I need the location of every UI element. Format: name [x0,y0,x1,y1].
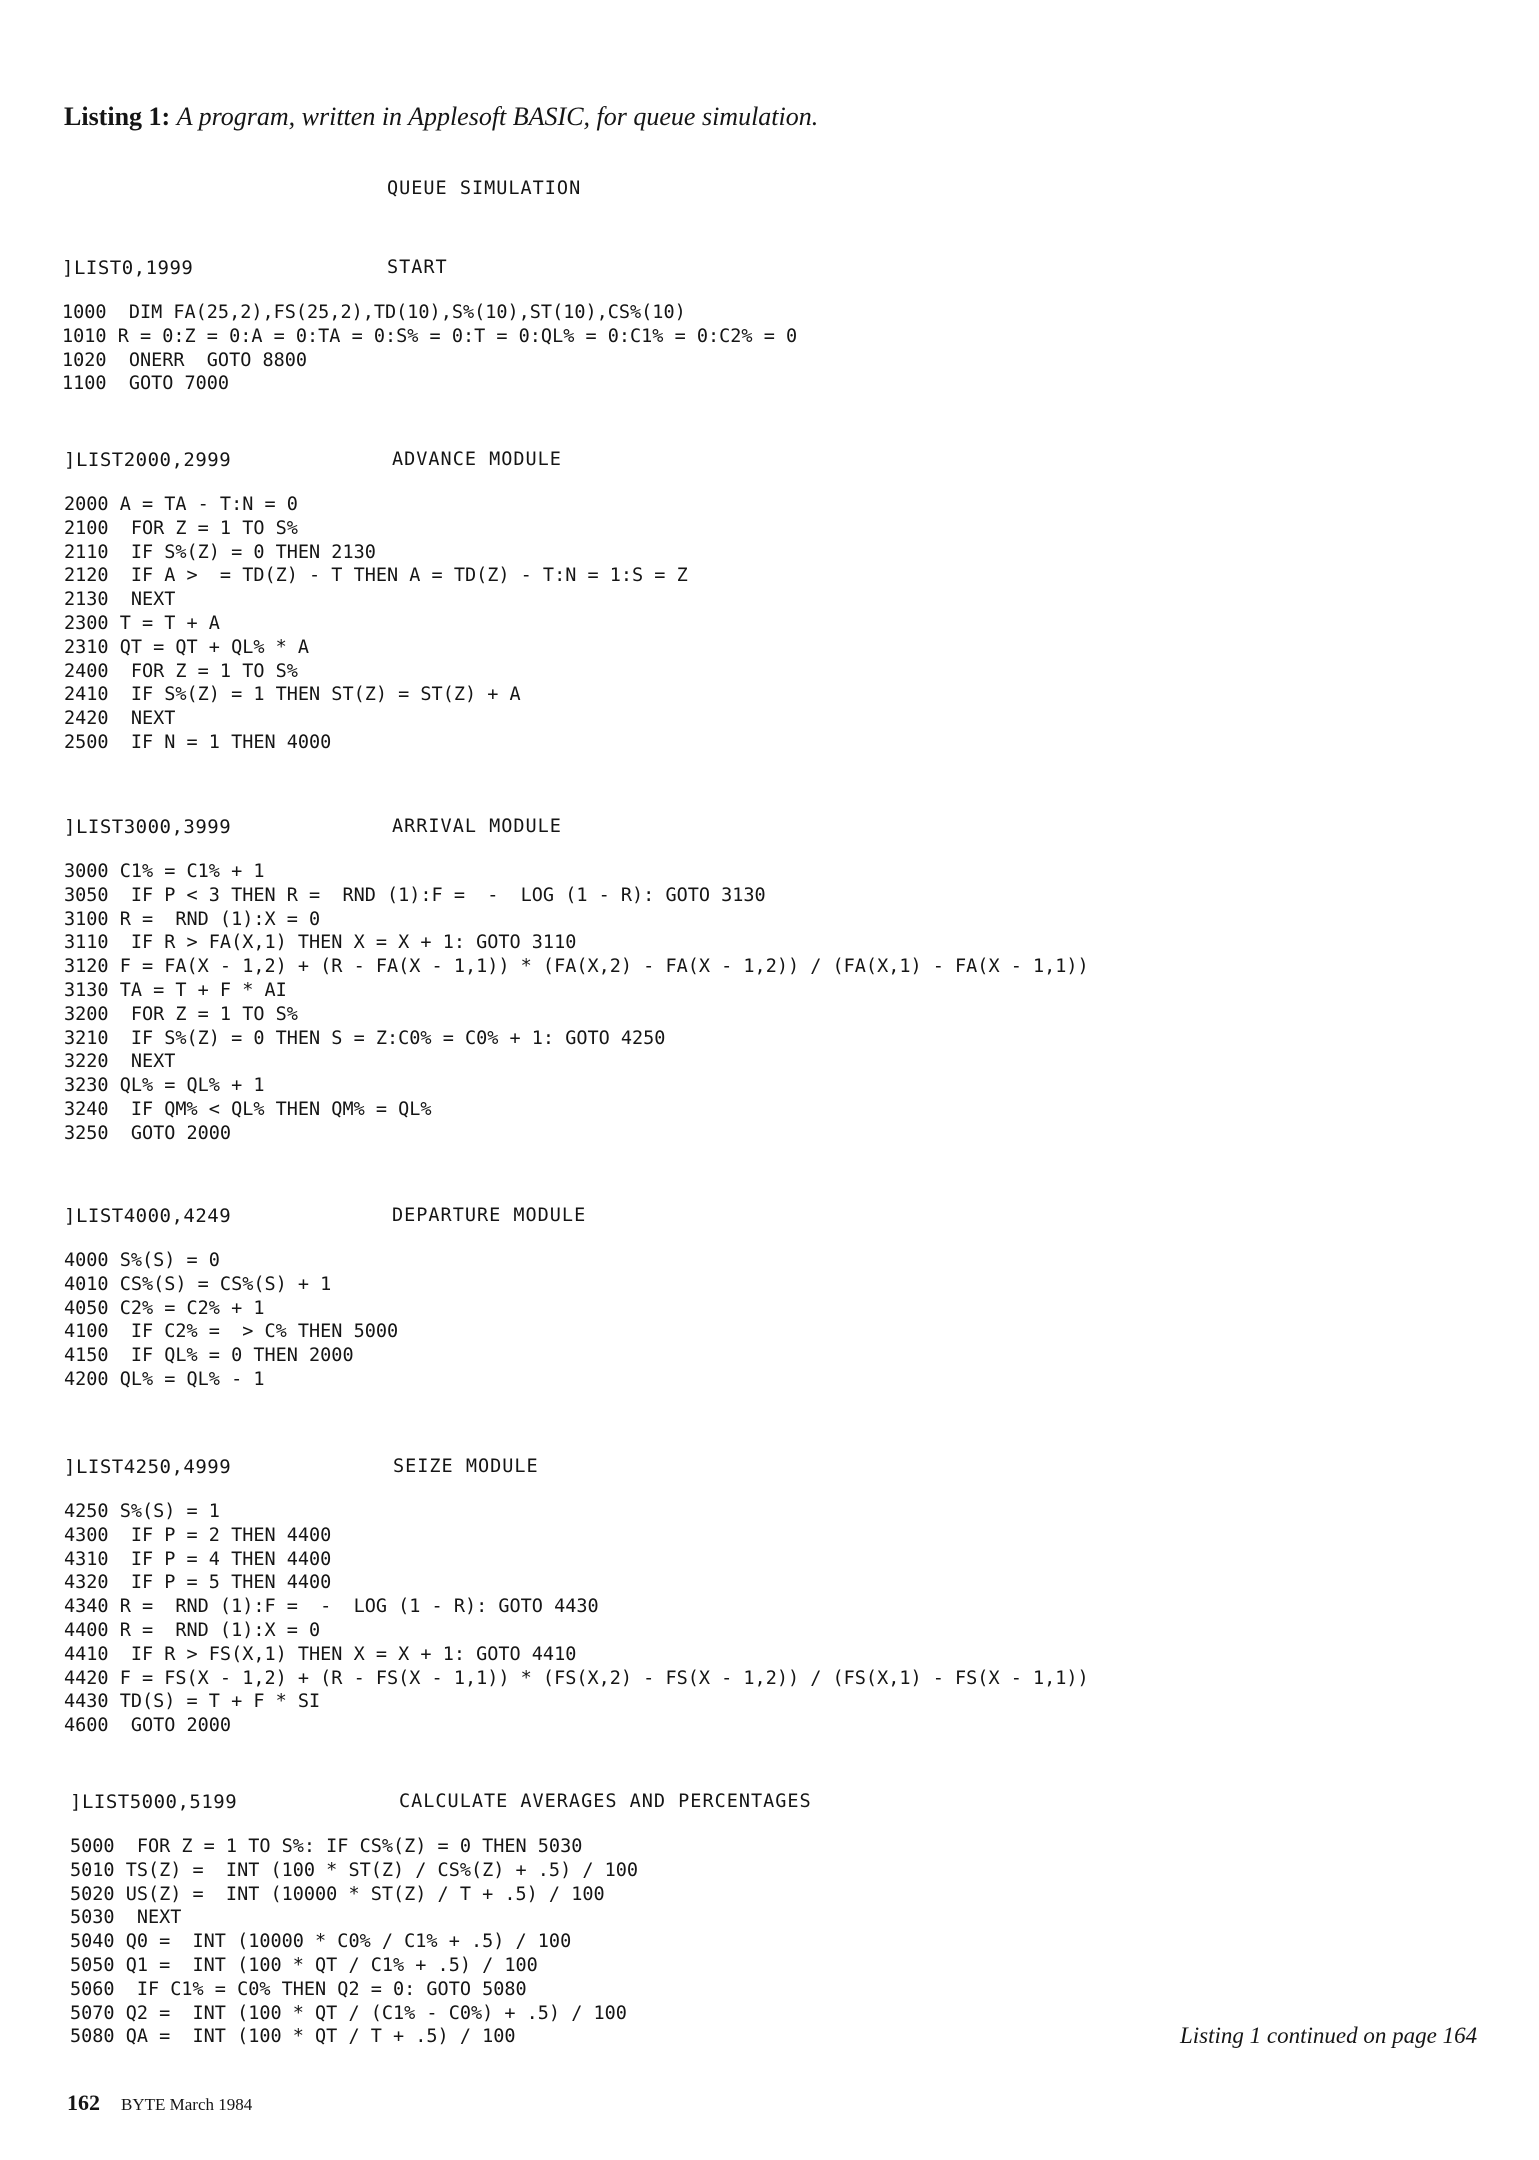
code-block: 5000 FOR Z = 1 TO S%: IF CS%(Z) = 0 THEN 5030 5010 TS(Z) = INT (100 * ST(Z) / CS%(Z) + .5) / 100 5020 US(Z) = INT (10000 * ST(Z) / T + .5) / 100 5030 NEXT 5040 Q0 = INT (10000 * C0% / C1% + .5) / 100 5050 Q1 = INT (100 * QT / C1% + .5) / 100 5060 IF C1% = C0% THEN Q2 = 0: GOTO 5080 5070 Q2 = INT (100 * QT / (C1% - C0%) + .5) / 100 5080 QA = INT (100 * QT / T + .5) / 100 [70,1836,639,2048]
list-command: ]LIST5000,5199 [70,1791,238,1813]
code-block: 3000 C1% = C1% + 1 3050 IF P < 3 THEN R = RND (1):F = - LOG (1 - R): GOTO 3130 3100 R = RND (1):X = 0 3110 IF R > FA(X,1) THEN X = X + 1: GOTO 3110 3120 F = FA(X - 1,2) + (R - FA(X - 1,1)) * (FA(X,2) - FA(X - 1,2)) / (FA(X,1) - FA(X - 1,1)) 3130 TA = T + F * AI 3200 FOR Z = 1 TO S% 3210 IF S%(Z) = 0 THEN S = Z:C0% = C0% + 1: GOTO 4250 3220 NEXT 3230 QL% = QL% + 1 3240 IF QM% < QL% THEN QM% = QL% 3250 GOTO 2000 [64,861,1089,1144]
listing-section-seize [64,1456,1089,1738]
list-command: ]LIST0,1999 [62,257,194,279]
section-label: ADVANCE MODULE [392,449,562,470]
code-block: 1000 DIM FA(25,2),FS(25,2),TD(10),S%(10),ST(10),CS%(10) 1010 R = 0:Z = 0:A = 0:TA = 0:S% = 0:T = 0:QL% = 0:C1% = 0:C2% = 0 1020 ONERR GOTO 8800 1100 GOTO 7000 [62,302,798,395]
code-block: 4250 S%(S) = 1 4300 IF P = 2 THEN 4400 4310 IF P = 4 THEN 4400 4320 IF P = 5 THEN 4400 4340 R = RND (1):F = - LOG (1 - R): GOTO 4430 4400 R = RND (1):X = 0 4410 IF R > FS(X,1) THEN X = X + 1: GOTO 4410 4420 F = FS(X - 1,2) + (R - FS(X - 1,1)) * (FS(X,2) - FS(X - 1,2)) / (FS(X,1) - FS(X - 1,1)) 4430 TD(S) = T + F * SI 4600 GOTO 2000 [64,1501,1089,1737]
list-command: ]LIST4000,4249 [64,1205,232,1227]
listing-section-advance [64,449,688,755]
section-label: CALCULATE AVERAGES AND PERCENTAGES [399,1791,812,1812]
list-command: ]LIST2000,2999 [64,449,232,471]
listing-caption [64,101,818,133]
listing-section-averages [70,1791,812,2049]
section-header [62,257,797,289]
list-command: ]LIST3000,3999 [64,816,232,838]
code-block: 4000 S%(S) = 0 4010 CS%(S) = CS%(S) + 1 4050 C2% = C2% + 1 4100 IF C2% = > C% THEN 5000 4150 IF QL% = 0 THEN 2000 4200 QL% = QL% - 1 [64,1250,399,1390]
code-block: 2000 A = TA - T:N = 0 2100 FOR Z = 1 TO S% 2110 IF S%(Z) = 0 THEN 2130 2120 IF A > = TD(Z) - T THEN A = TD(Z) - T:N = 1:S = Z 2130 NEXT 2300 T = T + A 2310 QT = QT + QL% * A 2400 FOR Z = 1 TO S% 2410 IF S%(Z) = 1 THEN ST(Z) = ST(Z) + A 2420 NEXT 2500 IF N = 1 THEN 4000 [64,494,688,753]
continued-note: Listing 1 continued on page 164 [1180,2023,1478,2048]
section-label: SEIZE MODULE [393,1456,539,1477]
page-footer [67,2090,252,2116]
listing-section-arrival [64,816,1089,1146]
section-header [64,1456,1089,1488]
list-command: ]LIST4250,4999 [64,1456,232,1478]
section-label: START [387,257,448,278]
page-number: 162 [67,2090,100,2115]
listing-section-departure [64,1205,587,1392]
section-header [70,1791,812,1823]
magazine-issue: BYTE March 1984 [121,2095,253,2114]
section-header [64,449,688,481]
section-header [64,1205,587,1237]
section-label: DEPARTURE MODULE [392,1205,587,1226]
listing-section-start [62,257,797,396]
listing-caption-lead: Listing 1: [64,102,171,131]
program-title: QUEUE SIMULATION [387,178,582,199]
section-label: ARRIVAL MODULE [392,816,562,837]
section-header [64,816,1089,848]
listing-caption-text: A program, written in Applesoft BASIC, for queue simulation. [176,102,819,131]
